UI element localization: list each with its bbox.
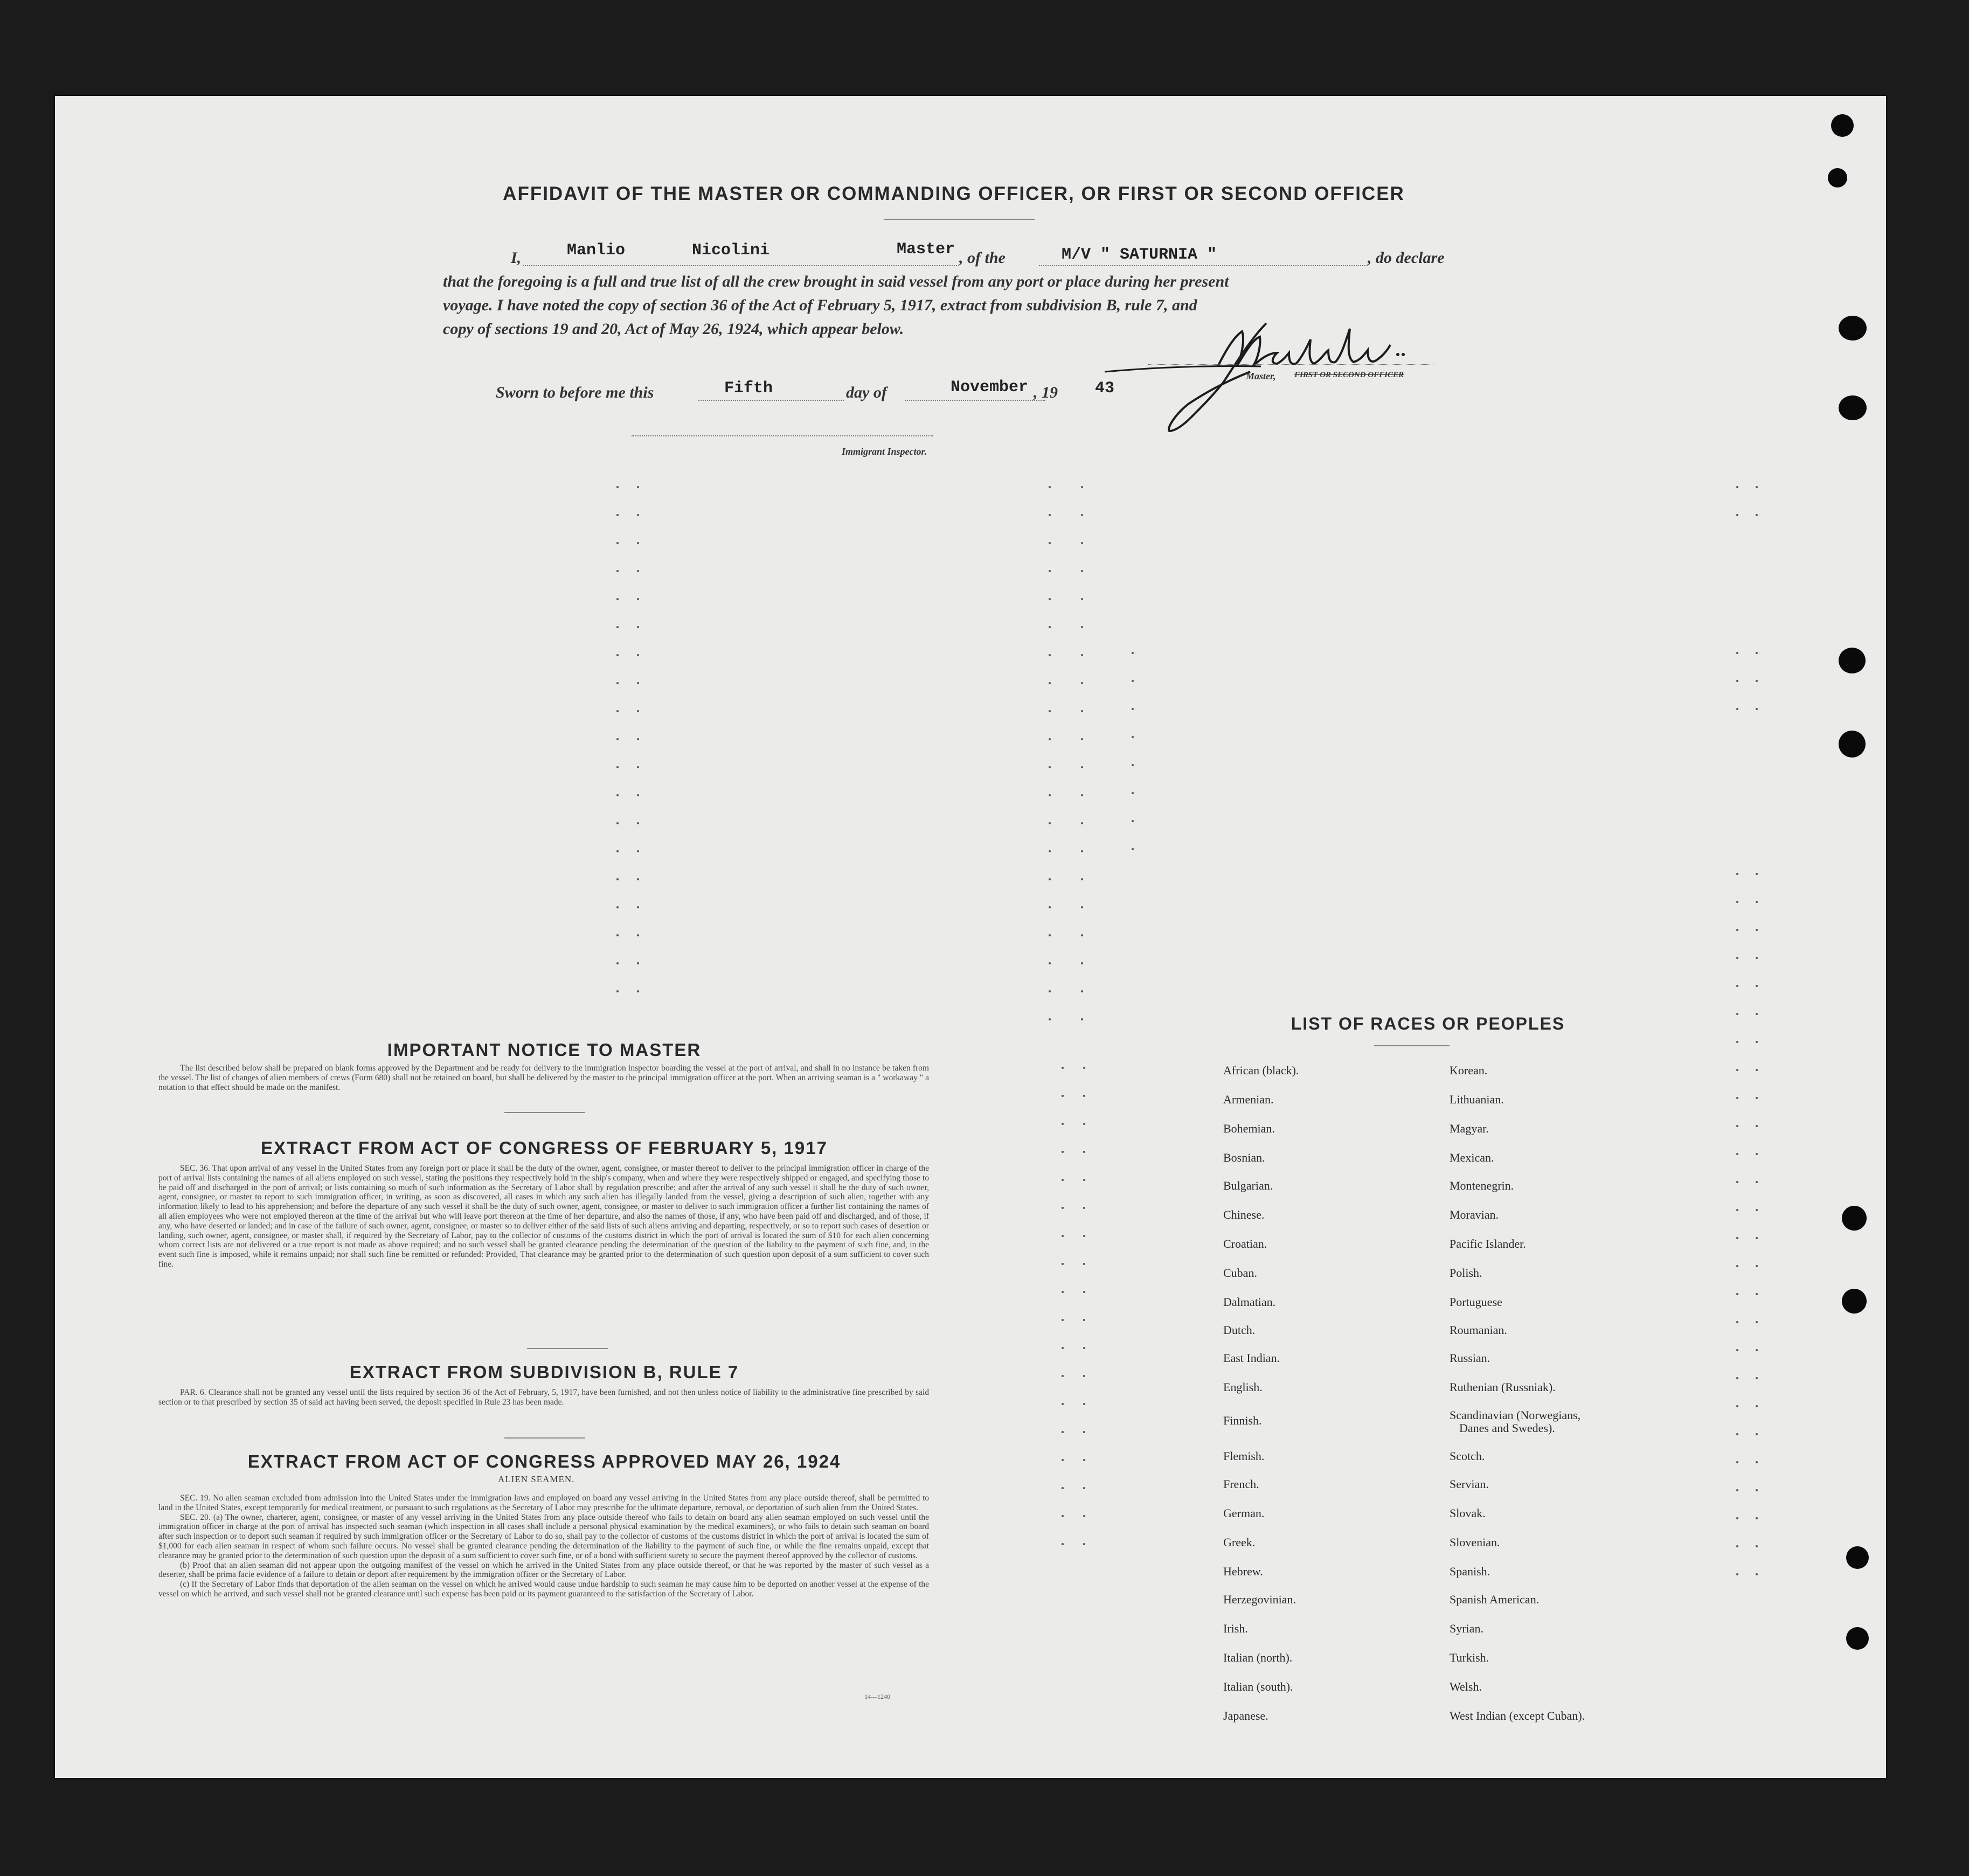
dot-leader (1736, 957, 1738, 959)
race-item: Dutch. (1223, 1323, 1256, 1337)
dot-leader (637, 514, 639, 516)
master-rank: Master (897, 240, 955, 259)
dot-leader (1062, 1487, 1064, 1489)
inspector-caption: Immigrant Inspector. (842, 446, 927, 457)
dot-leader (1736, 985, 1738, 987)
dot-leader (1756, 1069, 1758, 1071)
section-20c-paragraph: (c) If the Secretary of Labor finds that deportation of the alien seaman on the vessel on which he arrived would cause undue hardship to such seaman he may cause him to be deported on another vessel at the expense of the vessel on which he arrived, and such vessel shall not be granted clearance until such expense has been paid or its payment guaranteed to the satisfaction of the Secretary of Labor. (158, 1580, 929, 1599)
dot-leader (1132, 736, 1134, 738)
dot-leader (1756, 1405, 1758, 1407)
race-item: Scotch. (1450, 1449, 1485, 1463)
alien-seamen-subtitle: ALIEN SEAMEN. (498, 1474, 575, 1484)
dot-leader (1756, 1181, 1758, 1183)
dot-leader (1083, 1487, 1085, 1489)
dot-leader (1083, 1403, 1085, 1405)
affidavit-line-2: that the foregoing is a full and true list of all the crew brought in said vessel from any port or place during her present (443, 273, 1229, 290)
dot-leader (1062, 1375, 1064, 1377)
race-item: Croatian. (1223, 1237, 1267, 1250)
dot-leader (1756, 514, 1758, 516)
dot-leader (1736, 1517, 1738, 1519)
dot-leader (637, 542, 639, 544)
dot-leader (637, 878, 639, 880)
dot-leader (1736, 1209, 1738, 1211)
dot-leader (1081, 878, 1083, 880)
affidavit-line-4: copy of sections 19 and 20, Act of May 26, 1924, which appear below. (443, 320, 904, 338)
dot-leader (1081, 738, 1083, 740)
dot-leader (1062, 1515, 1064, 1517)
binder-hole (1839, 648, 1866, 673)
race-item: Flemish. (1223, 1449, 1265, 1463)
dot-leader (1083, 1515, 1085, 1517)
dot-leader (1736, 708, 1738, 710)
year-prefix: , 19 (1034, 384, 1058, 401)
dot-leader (1083, 1319, 1085, 1321)
dot-leader (1756, 957, 1758, 959)
dot-leader (616, 962, 619, 964)
dot-leader (1736, 1293, 1738, 1295)
dot-leader (1049, 570, 1051, 572)
rule-7-text (158, 1388, 929, 1407)
dot-leader (1049, 654, 1051, 656)
inspector-line (632, 435, 933, 436)
race-item: Portuguese (1450, 1295, 1502, 1309)
dot-leader (1083, 1347, 1085, 1349)
race-item: Mexican. (1450, 1151, 1494, 1164)
dot-leader (1081, 794, 1083, 796)
race-item: Italian (south). (1223, 1680, 1293, 1693)
dot-leader (1049, 1018, 1051, 1020)
dot-leader (616, 626, 619, 628)
dot-leader (637, 906, 639, 908)
dot-leader (1756, 680, 1758, 682)
race-item: Ruthenian (Russniak). (1450, 1380, 1556, 1394)
dot-leader (1062, 1291, 1064, 1293)
race-item: Slovenian. (1450, 1535, 1500, 1549)
dot-leader (1736, 1545, 1738, 1547)
dot-leader (1132, 652, 1134, 654)
race-item: Pacific Islander. (1450, 1237, 1526, 1250)
dot-leader (1083, 1263, 1085, 1265)
dot-leader (1736, 1265, 1738, 1267)
race-item: Armenian. (1223, 1093, 1274, 1106)
sworn-month: November (951, 378, 1029, 397)
dot-leader (616, 990, 619, 992)
dot-leader (637, 934, 639, 936)
dot-leader (1756, 1209, 1758, 1211)
dot-leader (1062, 1123, 1064, 1125)
dot-leader (637, 626, 639, 628)
master-signature (1089, 307, 1476, 436)
race-item: Spanish American. (1450, 1593, 1540, 1606)
par-6-paragraph: PAR. 6. Clearance shall not be granted any vessel until the lists required by section 36 of the Act of February, 5, 1917, have been furnished, and not then unless notice of liability to the administrative fine prescribed by said section or to that prescribed by section 35 of said act having been served, the deposit specified in Rule 23 has been made. (158, 1388, 929, 1407)
dot-leader (1081, 934, 1083, 936)
dot-leader (1736, 652, 1738, 654)
dot-leader (1132, 848, 1134, 850)
dot-leader (1062, 1347, 1064, 1349)
dot-leader (1756, 873, 1758, 875)
vessel-line (1039, 265, 1368, 266)
dot-leader (1756, 1125, 1758, 1127)
dot-leader (1083, 1375, 1085, 1377)
dot-leader (616, 738, 619, 740)
day-of-text: day of (846, 384, 887, 401)
dot-leader (616, 850, 619, 852)
master-signature-line (1148, 364, 1433, 365)
dot-leader (616, 570, 619, 572)
dot-leader (616, 794, 619, 796)
dot-leader (1049, 738, 1051, 740)
race-item: Dalmatian. (1223, 1295, 1276, 1309)
dot-leader (1081, 990, 1083, 992)
dot-leader (1736, 486, 1738, 488)
notice-paragraph: The list described below shall be prepared on blank forms approved by the Department and be ready for delivery to the immigration inspector boarding the vessel at the port of arrival, and shall in no instance be taken from the vessel. The list of changes of alien members of crews (Form 680) shall not be retained on board, but shall be delivered by the master to the principal immigration officer at the port. When an arriving seaman is a " workaway " a notation to that effect should be made on the manifest. (158, 1064, 929, 1092)
dot-leader (1756, 1153, 1758, 1155)
race-item: Welsh. (1450, 1680, 1482, 1693)
dot-leader (1049, 682, 1051, 684)
dot-leader (1756, 901, 1758, 903)
dot-leader (1736, 929, 1738, 931)
dot-leader (1062, 1403, 1064, 1405)
dot-leader (1081, 850, 1083, 852)
dot-leader (1756, 652, 1758, 654)
race-item: Russian. (1450, 1351, 1490, 1365)
dot-leader (1049, 514, 1051, 516)
race-item: Hebrew. (1223, 1565, 1263, 1578)
section-20b-paragraph: (b) Proof that an alien seaman did not appear upon the outgoing manifest of the vessel on which he arrived in the United States from any place outside thereof, or that he was reported by the master of such vessel as a deserter, shall be prima facie evidence of a failure to detain or deport after requirement by the immigration officer or the Secretary of Labor. (158, 1560, 929, 1580)
form-number: 14—1240 (864, 1693, 890, 1700)
vessel-name: M/V " SATURNIA " (1062, 246, 1217, 264)
race-item: Japanese. (1223, 1709, 1268, 1722)
title-divider (884, 219, 1035, 220)
dot-leader (1049, 794, 1051, 796)
dot-leader (637, 990, 639, 992)
dot-leader (1083, 1291, 1085, 1293)
race-item: Roumanian. (1450, 1323, 1507, 1337)
master-first-name: Manlio (567, 241, 626, 260)
dot-leader (637, 822, 639, 824)
dot-leader (1756, 1377, 1758, 1379)
race-item: Italian (north). (1223, 1651, 1293, 1664)
dot-leader (1062, 1179, 1064, 1181)
dot-leader (1081, 598, 1083, 600)
dot-leader (1083, 1179, 1085, 1181)
dot-leader (616, 598, 619, 600)
dot-leader (616, 486, 619, 488)
dot-leader (637, 738, 639, 740)
dot-leader (1756, 1013, 1758, 1015)
dot-leader (1049, 934, 1051, 936)
race-item: Polish. (1450, 1266, 1482, 1280)
dot-leader (1736, 1041, 1738, 1043)
dot-leader (1049, 626, 1051, 628)
dot-leader (1083, 1543, 1085, 1545)
dot-leader (1049, 598, 1051, 600)
race-item: Greek. (1223, 1535, 1256, 1549)
dot-leader (1756, 1041, 1758, 1043)
dot-leader (1081, 1018, 1083, 1020)
dot-leader (1736, 1153, 1738, 1155)
race-item: Magyar. (1450, 1122, 1489, 1135)
dot-leader (1081, 570, 1083, 572)
dot-leader (637, 682, 639, 684)
dot-leader (1081, 486, 1083, 488)
dot-leader (616, 934, 619, 936)
dot-leader (1049, 542, 1051, 544)
binder-hole (1839, 316, 1867, 341)
dot-leader (1736, 1349, 1738, 1351)
race-item: Bohemian. (1223, 1122, 1275, 1135)
race-item: East Indian. (1223, 1351, 1280, 1365)
dot-leader (1736, 1097, 1738, 1099)
race-item: Montenegrin. (1450, 1179, 1514, 1192)
dot-leader (1756, 1097, 1758, 1099)
dot-leader (1083, 1067, 1085, 1069)
dot-leader (616, 682, 619, 684)
race-item: Cuban. (1223, 1266, 1257, 1280)
dot-leader (1081, 766, 1083, 768)
section-36-paragraph: SEC. 36. That upon arrival of any vessel in the United States from any foreign port or place it shall be the duty of the owner, agent, consignee, or master thereof to deliver to the principal immigration officer in charge of the port of arrival lists containing the names of all aliens employed on such vessel, stating the positions they respectively hold in the ship's company, when and where they were respectively shipped or engaged, and specifying those to be paid off and discharged in the port of arrival; or lists containing so much of such information as the Secretary of Labor shall by regulation prescribe; and after the arrival of any such vessel it shall be the duty of such owner, agent, consignee, or master to report to such immigration officer, in writing, as soon as discovered, all cases in which any such alien has illegally landed from the vessel, giving a description of such alien, together with any information likely to lead to his apprehension; and before the departure of any such vessel it shall be the duty of such owner, agent, consignee, or master to deliver to such immigration officer a further list containing the names of all alien employees who were not employed thereon at the time of the arrival but who will leave port thereon at the time of her departure, and also the names of those, if any, who have been paid off and discharged, and of those, if any, who have deserted or landed; and in case of the failure of such owner, agent, consignee, or master so to deliver either of the said lists of such aliens arriving and departing, respectively, or so to report such cases of desertion or landing, such owner, agent, consignee, or master shall, if required by the Secretary of Labor, pay to the collector of customs of the customs district in which the port of arrival is located the sum of $10 for each alien concerning whom correct lists are not delivered or a true report is not made as above required; and no such vessel shall be granted clearance pending the determination of the question of the liability to the payment of such fine, and, in the event such fine is imposed, while it remains unpaid; nor shall such fine be remitted or refunded: Provided, That clearance may be granted prior to the determination of such question upon deposit of a sum sufficient to cover such fine. (158, 1164, 929, 1269)
dot-leader (1756, 708, 1758, 710)
dot-leader (1081, 906, 1083, 908)
dot-leader (1756, 1321, 1758, 1323)
divider (504, 1437, 585, 1439)
dot-leader (637, 766, 639, 768)
race-item: Chinese. (1223, 1208, 1265, 1221)
affidavit-i: I, (511, 249, 522, 267)
month-line (905, 400, 1045, 401)
dot-leader (1756, 1461, 1758, 1463)
dot-leader (1083, 1095, 1085, 1097)
extract-1917-text (158, 1164, 929, 1269)
race-item: Scandinavian (Norwegians, (1450, 1408, 1581, 1422)
race-item: West Indian (except Cuban). (1450, 1709, 1585, 1722)
dot-leader (1736, 1461, 1738, 1463)
dot-leader (1736, 1321, 1738, 1323)
binder-hole (1842, 1206, 1867, 1231)
of-the-text: , of the (959, 249, 1006, 267)
dot-leader (1736, 1237, 1738, 1239)
dot-leader (1083, 1151, 1085, 1153)
binder-hole (1839, 395, 1867, 420)
race-item: French. (1223, 1477, 1259, 1491)
sworn-year: 43 (1095, 379, 1115, 398)
section-20a-paragraph: SEC. 20. (a) The owner, charterer, agent, consignee, or master of any vessel arriving in the United States from any place outside thereof who fails to detain on board any alien seaman employed on such vessel until the immigration officer in charge at the port of arrival has inspected such seaman (which inspection in all cases shall include a personal physical examination by the medical examiners), or who fails to detain such seaman on board after such inspection or to deport such seaman if required by such immigration officer or the Secretary of Labor to do so, shall pay to the collector of customs of the customs district in which the port of arrival is located the sum of $1,000 for each alien seaman in respect of whom such failure occurs. No vessel shall be granted clearance pending the determination of the liability to the payment of such fine, or while the fine remains unpaid, except that clearance may be granted prior to the determination of such question upon the deposit of a sum sufficient to cover such fine, or of a bond with sufficient surety to secure the payment thereof approved by the collector of customs. (158, 1512, 929, 1560)
dot-leader (1132, 680, 1134, 682)
races-title: LIST OF RACES OR PEOPLES (1291, 1014, 1565, 1033)
dot-leader (1062, 1235, 1064, 1237)
dot-leader (1756, 1573, 1758, 1575)
dot-leader (637, 794, 639, 796)
dot-leader (1049, 878, 1051, 880)
dot-leader (616, 654, 619, 656)
day-line (698, 400, 844, 401)
dot-leader (1736, 901, 1738, 903)
race-item: English. (1223, 1380, 1263, 1394)
master-last-name: Nicolini (692, 241, 770, 260)
dot-leader (1081, 654, 1083, 656)
race-item: Danes and Swedes). (1459, 1421, 1555, 1435)
dot-leader (1736, 1573, 1738, 1575)
dot-leader (1049, 766, 1051, 768)
dot-leader (1736, 1181, 1738, 1183)
divider (527, 1348, 608, 1349)
dot-leader (1062, 1263, 1064, 1265)
dot-leader (1081, 514, 1083, 516)
dot-leader (637, 850, 639, 852)
binder-hole (1839, 731, 1866, 758)
dot-leader (1062, 1431, 1064, 1433)
dot-leader (616, 906, 619, 908)
dot-leader (1736, 1125, 1738, 1127)
dot-leader (616, 514, 619, 516)
dot-leader (1132, 764, 1134, 766)
race-item: Lithuanian. (1450, 1093, 1504, 1106)
dot-leader (1756, 1293, 1758, 1295)
dot-leader (1736, 680, 1738, 682)
dot-leader (1756, 486, 1758, 488)
dot-leader (1756, 1545, 1758, 1547)
dot-leader (1083, 1459, 1085, 1461)
race-item: Moravian. (1450, 1208, 1499, 1221)
affidavit-title: AFFIDAVIT OF THE MASTER OR COMMANDING OFFICER, OR FIRST OR SECOND OFFICER (503, 183, 1405, 204)
dot-leader (1062, 1459, 1064, 1461)
binder-hole (1846, 1627, 1869, 1650)
dot-leader (1756, 1489, 1758, 1491)
dot-leader (1756, 1433, 1758, 1435)
dot-leader (616, 542, 619, 544)
dot-leader (1049, 710, 1051, 712)
rule-7-title: EXTRACT FROM SUBDIVISION B, RULE 7 (349, 1362, 739, 1382)
struck-officer-caption: FIRST OR SECOND OFFICER (1294, 371, 1404, 379)
dot-leader (1083, 1235, 1085, 1237)
race-item: Finnish. (1223, 1414, 1262, 1427)
dot-leader (1049, 906, 1051, 908)
dot-leader (1132, 820, 1134, 822)
notice-title: IMPORTANT NOTICE TO MASTER (387, 1040, 702, 1060)
dot-leader (1132, 792, 1134, 794)
dot-leader (1736, 1433, 1738, 1435)
dot-leader (1062, 1067, 1064, 1069)
dot-leader (616, 710, 619, 712)
name-line (523, 265, 959, 266)
binder-hole (1831, 114, 1854, 137)
dot-leader (1756, 1265, 1758, 1267)
races-divider (1374, 1045, 1450, 1046)
dot-leader (637, 962, 639, 964)
dot-leader (1049, 962, 1051, 964)
race-item: Slovak. (1450, 1506, 1486, 1520)
dot-leader (1083, 1431, 1085, 1433)
dot-leader (1049, 486, 1051, 488)
dot-leader (1062, 1151, 1064, 1153)
race-item: African (black). (1223, 1064, 1299, 1077)
dot-leader (1756, 1237, 1758, 1239)
dot-leader (1081, 626, 1083, 628)
race-item: German. (1223, 1506, 1265, 1520)
dot-leader (1049, 822, 1051, 824)
dot-leader (1081, 682, 1083, 684)
dot-leader (1081, 542, 1083, 544)
extract-1917-title: EXTRACT FROM ACT OF CONGRESS OF FEBRUARY 5, 1917 (261, 1138, 828, 1158)
dot-leader (1083, 1123, 1085, 1125)
dot-leader (637, 710, 639, 712)
dot-leader (1049, 850, 1051, 852)
section-19-paragraph: SEC. 19. No alien seaman excluded from admission into the United States under the immigration laws and employed on board any vessel arriving in the United States from any place outside thereof, shall be permitted to land in the United States, except temporarily for medical treatment, or pursuant to such regulations as the Secretary of Labor may prescribe for the ultimate departure, removal, or deportation of such alien from the United States. (158, 1493, 929, 1512)
divider (504, 1112, 585, 1113)
dot-leader (1736, 514, 1738, 516)
dot-leader (1756, 929, 1758, 931)
dot-leader (1081, 962, 1083, 964)
extract-1924-text (158, 1493, 929, 1599)
dot-leader (637, 598, 639, 600)
master-caption: Master, (1246, 371, 1276, 381)
race-item: Irish. (1223, 1622, 1248, 1635)
dot-leader (1756, 985, 1758, 987)
dot-leader (1062, 1319, 1064, 1321)
race-item: Spanish. (1450, 1565, 1490, 1578)
race-item: Herzegovinian. (1223, 1593, 1296, 1606)
binder-hole (1846, 1546, 1869, 1569)
dot-leader (1081, 710, 1083, 712)
dot-leader (1736, 1069, 1738, 1071)
dot-leader (637, 486, 639, 488)
race-item: Korean. (1450, 1064, 1488, 1077)
dot-leader (616, 822, 619, 824)
dot-leader (1756, 1517, 1758, 1519)
sworn-day: Fifth (724, 379, 773, 398)
dot-leader (637, 654, 639, 656)
race-item: Turkish. (1450, 1651, 1489, 1664)
dot-leader (1062, 1095, 1064, 1097)
dot-leader (1736, 1013, 1738, 1015)
dot-leader (637, 570, 639, 572)
race-item: Bosnian. (1223, 1151, 1265, 1164)
dot-leader (1736, 1405, 1738, 1407)
binder-hole (1842, 1289, 1867, 1314)
dot-leader (1736, 1489, 1738, 1491)
sworn-text: Sworn to before me this (496, 384, 654, 401)
dot-leader (1736, 873, 1738, 875)
affidavit-line-3: voyage. I have noted the copy of section 36 of the Act of February 5, 1917, extract from subdivision B, rule 7, and (443, 296, 1197, 314)
dot-leader (616, 766, 619, 768)
race-item: Servian. (1450, 1477, 1489, 1491)
dot-leader (1132, 708, 1134, 710)
race-item: Bulgarian. (1223, 1179, 1273, 1192)
dot-leader (1062, 1543, 1064, 1545)
dot-leader (1736, 1377, 1738, 1379)
dot-leader (616, 878, 619, 880)
dot-leader (1083, 1207, 1085, 1209)
notice-text (158, 1064, 929, 1092)
dot-leader (1756, 1349, 1758, 1351)
dot-leader (1081, 822, 1083, 824)
dot-leader (1049, 990, 1051, 992)
race-item: Syrian. (1450, 1622, 1483, 1635)
extract-1924-title: EXTRACT FROM ACT OF CONGRESS APPROVED MAY 26, 1924 (247, 1451, 841, 1471)
do-declare-text: , do declare (1368, 249, 1445, 267)
dot-leader (1062, 1207, 1064, 1209)
